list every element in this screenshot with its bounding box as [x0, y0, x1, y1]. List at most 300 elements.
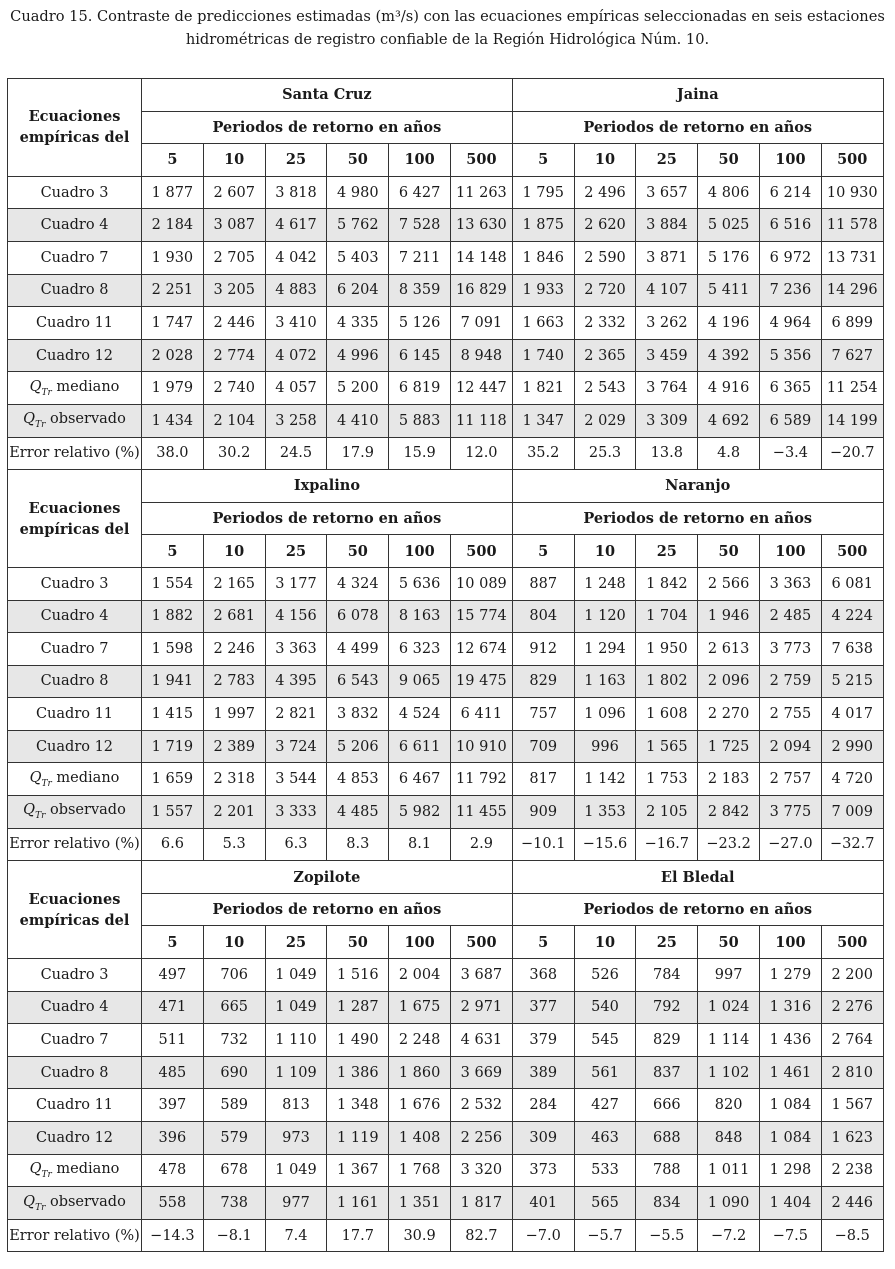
value-cell: 5 411: [698, 274, 760, 307]
value-cell: 2 764: [821, 1024, 883, 1057]
value-cell: 1 084: [760, 1089, 822, 1122]
station-name: Zopilote: [142, 861, 513, 894]
value-cell: 5 200: [327, 372, 389, 405]
q-subscript: Tr: [41, 778, 52, 789]
q-subscript: Tr: [41, 1169, 52, 1180]
value-cell: 1 817: [450, 1187, 512, 1220]
value-cell: 1 704: [636, 600, 698, 633]
equation-label: Cuadro 7: [8, 633, 142, 666]
value-cell: 4 524: [389, 698, 451, 731]
return-period-cell: 5: [512, 926, 574, 959]
value-cell: 4 980: [327, 176, 389, 209]
value-cell: 665: [203, 991, 265, 1024]
equation-label: Cuadro 8: [8, 665, 142, 698]
periods-label: Periodos de retorno en años: [512, 893, 883, 926]
value-cell: 2 248: [389, 1024, 451, 1057]
table-row: [8, 1089, 884, 1122]
value-cell: −20.7: [821, 437, 883, 470]
value-cell: 2 318: [203, 763, 265, 796]
value-cell: 4 410: [327, 404, 389, 437]
table-row: [8, 600, 884, 633]
value-cell: 5 025: [698, 209, 760, 242]
value-cell: 6 589: [760, 404, 822, 437]
value-cell: 6 899: [821, 307, 883, 340]
q-observed-label: [8, 404, 142, 437]
station-header-row: [8, 470, 884, 503]
value-cell: 1 768: [389, 1154, 451, 1187]
equation-label: Cuadro 12: [8, 339, 142, 372]
value-cell: 13 731: [821, 241, 883, 274]
value-cell: 1 408: [389, 1122, 451, 1155]
value-cell: 1 979: [142, 372, 204, 405]
value-cell: 17.9: [327, 437, 389, 470]
value-cell: −5.7: [574, 1219, 636, 1252]
value-cell: 973: [265, 1122, 327, 1155]
table-row: [8, 307, 884, 340]
q-suffix: observado: [45, 411, 126, 428]
value-cell: 368: [512, 959, 574, 992]
value-cell: 3 775: [760, 796, 822, 829]
value-cell: 2 246: [203, 633, 265, 666]
value-cell: 1 490: [327, 1024, 389, 1057]
return-period-cell: 25: [265, 535, 327, 568]
value-cell: 2 251: [142, 274, 204, 307]
value-cell: 1 753: [636, 763, 698, 796]
value-cell: 1 676: [389, 1089, 451, 1122]
value-cell: 6 145: [389, 339, 451, 372]
table-row: [8, 567, 884, 600]
return-period-cell: 50: [327, 535, 389, 568]
return-period-cell: 5: [142, 144, 204, 177]
value-cell: 2 165: [203, 567, 265, 600]
value-cell: 4 392: [698, 339, 760, 372]
value-cell: 13 630: [450, 209, 512, 242]
value-cell: 2 276: [821, 991, 883, 1024]
value-cell: 6.3: [265, 828, 327, 861]
value-cell: 2 028: [142, 339, 204, 372]
value-cell: 1 415: [142, 698, 204, 731]
value-cell: −5.5: [636, 1219, 698, 1252]
value-cell: 4 996: [327, 339, 389, 372]
value-cell: 2 201: [203, 796, 265, 829]
value-cell: 4 042: [265, 241, 327, 274]
table-row: [8, 991, 884, 1024]
value-cell: −14.3: [142, 1219, 204, 1252]
value-cell: 4 499: [327, 633, 389, 666]
q-symbol: Q: [23, 802, 36, 819]
value-cell: 397: [142, 1089, 204, 1122]
value-cell: 8 948: [450, 339, 512, 372]
value-cell: 912: [512, 633, 574, 666]
value-cell: 837: [636, 1056, 698, 1089]
value-cell: 996: [574, 730, 636, 763]
value-cell: 4 485: [327, 796, 389, 829]
value-cell: 1 084: [760, 1122, 822, 1155]
value-cell: 7 627: [821, 339, 883, 372]
value-cell: 565: [574, 1187, 636, 1220]
value-cell: 2 532: [450, 1089, 512, 1122]
value-cell: 6 081: [821, 567, 883, 600]
value-cell: 792: [636, 991, 698, 1024]
table-row: [8, 730, 884, 763]
q-wrap: [29, 1160, 52, 1180]
value-cell: 1 623: [821, 1122, 883, 1155]
value-cell: 678: [203, 1154, 265, 1187]
value-cell: 4.8: [698, 437, 760, 470]
value-cell: 4 057: [265, 372, 327, 405]
equation-label: Cuadro 4: [8, 991, 142, 1024]
value-cell: 4 964: [760, 307, 822, 340]
value-cell: 4 224: [821, 600, 883, 633]
value-cell: 909: [512, 796, 574, 829]
value-cell: 14 148: [450, 241, 512, 274]
q-median-label: [8, 1154, 142, 1187]
value-cell: 3 309: [636, 404, 698, 437]
value-cell: 1 567: [821, 1089, 883, 1122]
value-cell: 25.3: [574, 437, 636, 470]
caption-line-2: hidrométricas de registro confiable de la Región Hidrológica Núm. 10.: [185, 31, 710, 48]
value-cell: 389: [512, 1056, 574, 1089]
value-cell: 3 363: [760, 567, 822, 600]
value-cell: 2 238: [821, 1154, 883, 1187]
return-period-cell: 100: [760, 144, 822, 177]
q-subscript: Tr: [35, 811, 46, 822]
value-cell: 820: [698, 1089, 760, 1122]
value-cell: 5 206: [327, 730, 389, 763]
value-cell: 12 674: [450, 633, 512, 666]
caption-line-1: Cuadro 15. Contraste de predicciones estimadas (m³/s) con las ecuaciones empíricas seleccionadas en seis estaciones: [10, 8, 885, 25]
value-cell: 463: [574, 1122, 636, 1155]
value-cell: 829: [512, 665, 574, 698]
equation-label: Cuadro 11: [8, 307, 142, 340]
q-wrap: [23, 802, 46, 822]
q-suffix: observado: [45, 1193, 126, 1210]
value-cell: 2 590: [574, 241, 636, 274]
q-suffix: observado: [45, 802, 126, 819]
value-cell: 6 819: [389, 372, 451, 405]
equation-label: Cuadro 11: [8, 1089, 142, 1122]
value-cell: 2 607: [203, 176, 265, 209]
value-cell: 4 806: [698, 176, 760, 209]
return-period-cell: 5: [512, 144, 574, 177]
value-cell: 15 774: [450, 600, 512, 633]
q-wrap: [29, 769, 52, 789]
equation-label: Cuadro 8: [8, 1056, 142, 1089]
value-cell: 4 692: [698, 404, 760, 437]
value-cell: −7.2: [698, 1219, 760, 1252]
q-symbol: Q: [29, 1160, 42, 1177]
value-cell: 309: [512, 1122, 574, 1155]
value-cell: 10 910: [450, 730, 512, 763]
periods-label: Periodos de retorno en años: [142, 502, 513, 535]
value-cell: 732: [203, 1024, 265, 1057]
value-cell: 829: [636, 1024, 698, 1057]
value-cell: 3 459: [636, 339, 698, 372]
value-cell: 6 323: [389, 633, 451, 666]
value-cell: 1 163: [574, 665, 636, 698]
table-row: [8, 698, 884, 731]
value-cell: 1 846: [512, 241, 574, 274]
value-cell: 427: [574, 1089, 636, 1122]
value-cell: 2 029: [574, 404, 636, 437]
value-cell: 706: [203, 959, 265, 992]
value-cell: 2 755: [760, 698, 822, 731]
periods-label: Periodos de retorno en años: [142, 111, 513, 144]
value-cell: 1 930: [142, 241, 204, 274]
value-cell: 6 214: [760, 176, 822, 209]
value-cell: 1 795: [512, 176, 574, 209]
table-row: [8, 437, 884, 470]
value-cell: 1 011: [698, 1154, 760, 1187]
value-cell: 10 930: [821, 176, 883, 209]
station-name: Naranjo: [512, 470, 883, 503]
value-cell: 533: [574, 1154, 636, 1187]
value-cell: 11 455: [450, 796, 512, 829]
value-cell: 396: [142, 1122, 204, 1155]
value-cell: 4 395: [265, 665, 327, 698]
value-cell: 3 657: [636, 176, 698, 209]
predictions-table: [7, 78, 884, 1252]
return-period-cell: 25: [265, 926, 327, 959]
value-cell: 2 496: [574, 176, 636, 209]
value-cell: 6 516: [760, 209, 822, 242]
return-period-cell: 500: [450, 144, 512, 177]
value-cell: −7.5: [760, 1219, 822, 1252]
table-row: [8, 1187, 884, 1220]
value-cell: 82.7: [450, 1219, 512, 1252]
value-cell: 2.9: [450, 828, 512, 861]
value-cell: 13.8: [636, 437, 698, 470]
value-cell: 1 367: [327, 1154, 389, 1187]
value-cell: 4 720: [821, 763, 883, 796]
value-cell: 4 883: [265, 274, 327, 307]
value-cell: 2 389: [203, 730, 265, 763]
equation-label: Cuadro 3: [8, 176, 142, 209]
return-period-cell: 100: [389, 535, 451, 568]
value-cell: 1 049: [265, 1154, 327, 1187]
equation-label: Cuadro 11: [8, 698, 142, 731]
value-cell: 35.2: [512, 437, 574, 470]
value-cell: 1 102: [698, 1056, 760, 1089]
value-cell: 3 333: [265, 796, 327, 829]
row-header-cell: Ecuaciones empíricas del: [8, 861, 142, 959]
value-cell: 3 177: [265, 567, 327, 600]
value-cell: 1 049: [265, 959, 327, 992]
return-period-cell: 5: [142, 926, 204, 959]
value-cell: 1 659: [142, 763, 204, 796]
value-cell: 6.6: [142, 828, 204, 861]
return-period-cell: 500: [821, 926, 883, 959]
value-cell: 2 620: [574, 209, 636, 242]
value-cell: 4 335: [327, 307, 389, 340]
value-cell: 3 818: [265, 176, 327, 209]
return-period-cell: 500: [450, 535, 512, 568]
return-period-cell: 50: [327, 144, 389, 177]
value-cell: 8.1: [389, 828, 451, 861]
value-cell: 1 740: [512, 339, 574, 372]
value-cell: 757: [512, 698, 574, 731]
value-cell: 1 298: [760, 1154, 822, 1187]
return-period-cell: 10: [203, 926, 265, 959]
table-row: [8, 404, 884, 437]
table-row: [8, 959, 884, 992]
table-row: [8, 372, 884, 405]
value-cell: 2 613: [698, 633, 760, 666]
value-cell: 1 119: [327, 1122, 389, 1155]
value-cell: 1 386: [327, 1056, 389, 1089]
value-cell: 1 161: [327, 1187, 389, 1220]
value-cell: 784: [636, 959, 698, 992]
station-header-row: [8, 861, 884, 894]
value-cell: 284: [512, 1089, 574, 1122]
value-cell: 16 829: [450, 274, 512, 307]
value-cell: 3 724: [265, 730, 327, 763]
value-cell: 2 774: [203, 339, 265, 372]
value-cell: 2 446: [821, 1187, 883, 1220]
value-cell: 11 578: [821, 209, 883, 242]
value-cell: 2 821: [265, 698, 327, 731]
value-cell: 2 104: [203, 404, 265, 437]
return-period-cell: 5: [512, 535, 574, 568]
value-cell: 1 725: [698, 730, 760, 763]
value-cell: −8.5: [821, 1219, 883, 1252]
error-label: Error relativo (%): [8, 828, 142, 861]
value-cell: 1 049: [265, 991, 327, 1024]
value-cell: 2 842: [698, 796, 760, 829]
value-cell: 6 543: [327, 665, 389, 698]
q-subscript: Tr: [41, 387, 52, 398]
value-cell: 1 248: [574, 567, 636, 600]
value-cell: 3 258: [265, 404, 327, 437]
value-cell: 7.4: [265, 1219, 327, 1252]
value-cell: 30.9: [389, 1219, 451, 1252]
value-cell: 8.3: [327, 828, 389, 861]
value-cell: 3 410: [265, 307, 327, 340]
value-cell: 7 091: [450, 307, 512, 340]
value-cell: 6 365: [760, 372, 822, 405]
value-cell: 1 802: [636, 665, 698, 698]
value-cell: 9 065: [389, 665, 451, 698]
equation-label: Cuadro 3: [8, 959, 142, 992]
value-cell: 3 320: [450, 1154, 512, 1187]
value-cell: 377: [512, 991, 574, 1024]
row-header-cell: Ecuaciones empíricas del: [8, 79, 142, 177]
error-label: Error relativo (%): [8, 437, 142, 470]
value-cell: 401: [512, 1187, 574, 1220]
value-cell: 471: [142, 991, 204, 1024]
value-cell: 3 205: [203, 274, 265, 307]
q-suffix: mediano: [51, 769, 120, 786]
value-cell: −10.1: [512, 828, 574, 861]
value-cell: 38.0: [142, 437, 204, 470]
value-cell: 2 720: [574, 274, 636, 307]
value-cell: 3 669: [450, 1056, 512, 1089]
value-cell: 3 087: [203, 209, 265, 242]
value-cell: 2 446: [203, 307, 265, 340]
value-cell: 3 832: [327, 698, 389, 731]
value-cell: 2 004: [389, 959, 451, 992]
value-cell: 497: [142, 959, 204, 992]
q-symbol: Q: [23, 1193, 36, 1210]
value-cell: 997: [698, 959, 760, 992]
value-cell: 813: [265, 1089, 327, 1122]
value-cell: 540: [574, 991, 636, 1024]
value-cell: 1 096: [574, 698, 636, 731]
value-cell: 1 565: [636, 730, 698, 763]
value-cell: 558: [142, 1187, 204, 1220]
value-cell: 738: [203, 1187, 265, 1220]
value-cell: 30.2: [203, 437, 265, 470]
value-cell: 1 946: [698, 600, 760, 633]
value-cell: 1 675: [389, 991, 451, 1024]
value-cell: 2 332: [574, 307, 636, 340]
value-cell: 3 544: [265, 763, 327, 796]
value-cell: 19 475: [450, 665, 512, 698]
value-cell: 2 757: [760, 763, 822, 796]
value-cell: 14 296: [821, 274, 883, 307]
value-cell: 2 990: [821, 730, 883, 763]
return-period-cell: 500: [450, 926, 512, 959]
value-cell: 1 109: [265, 1056, 327, 1089]
value-cell: 7 009: [821, 796, 883, 829]
value-cell: 2 184: [142, 209, 204, 242]
value-cell: 2 256: [450, 1122, 512, 1155]
value-cell: 1 279: [760, 959, 822, 992]
value-cell: 2 681: [203, 600, 265, 633]
value-cell: 1 516: [327, 959, 389, 992]
value-cell: 12 447: [450, 372, 512, 405]
q-subscript: Tr: [35, 420, 46, 431]
value-cell: 666: [636, 1089, 698, 1122]
table-caption: [0, 5, 895, 51]
value-cell: 4 017: [821, 698, 883, 731]
value-cell: 5 883: [389, 404, 451, 437]
value-cell: 11 118: [450, 404, 512, 437]
value-cell: 5 356: [760, 339, 822, 372]
table-row: [8, 274, 884, 307]
periods-label: Periodos de retorno en años: [142, 893, 513, 926]
value-cell: 2 566: [698, 567, 760, 600]
value-cell: 373: [512, 1154, 574, 1187]
value-cell: 8 163: [389, 600, 451, 633]
value-cell: 1 882: [142, 600, 204, 633]
value-cell: 709: [512, 730, 574, 763]
return-period-cell: 25: [636, 144, 698, 177]
value-cell: 2 270: [698, 698, 760, 731]
table-body: [8, 79, 884, 1252]
value-cell: −23.2: [698, 828, 760, 861]
value-cell: 5.3: [203, 828, 265, 861]
value-cell: 5 403: [327, 241, 389, 274]
value-cell: 4 107: [636, 274, 698, 307]
value-cell: 4 072: [265, 339, 327, 372]
table-row: [8, 209, 884, 242]
return-period-cell: 10: [574, 926, 636, 959]
value-cell: 7 638: [821, 633, 883, 666]
q-suffix: mediano: [51, 1160, 120, 1177]
value-cell: 17.7: [327, 1219, 389, 1252]
value-cell: 1 719: [142, 730, 204, 763]
value-cell: 4 617: [265, 209, 327, 242]
return-period-cell: 100: [760, 926, 822, 959]
value-cell: 688: [636, 1122, 698, 1155]
value-cell: 1 316: [760, 991, 822, 1024]
value-cell: −8.1: [203, 1219, 265, 1252]
value-cell: 1 114: [698, 1024, 760, 1057]
value-cell: 2 183: [698, 763, 760, 796]
value-cell: 7 211: [389, 241, 451, 274]
value-cell: 3 773: [760, 633, 822, 666]
